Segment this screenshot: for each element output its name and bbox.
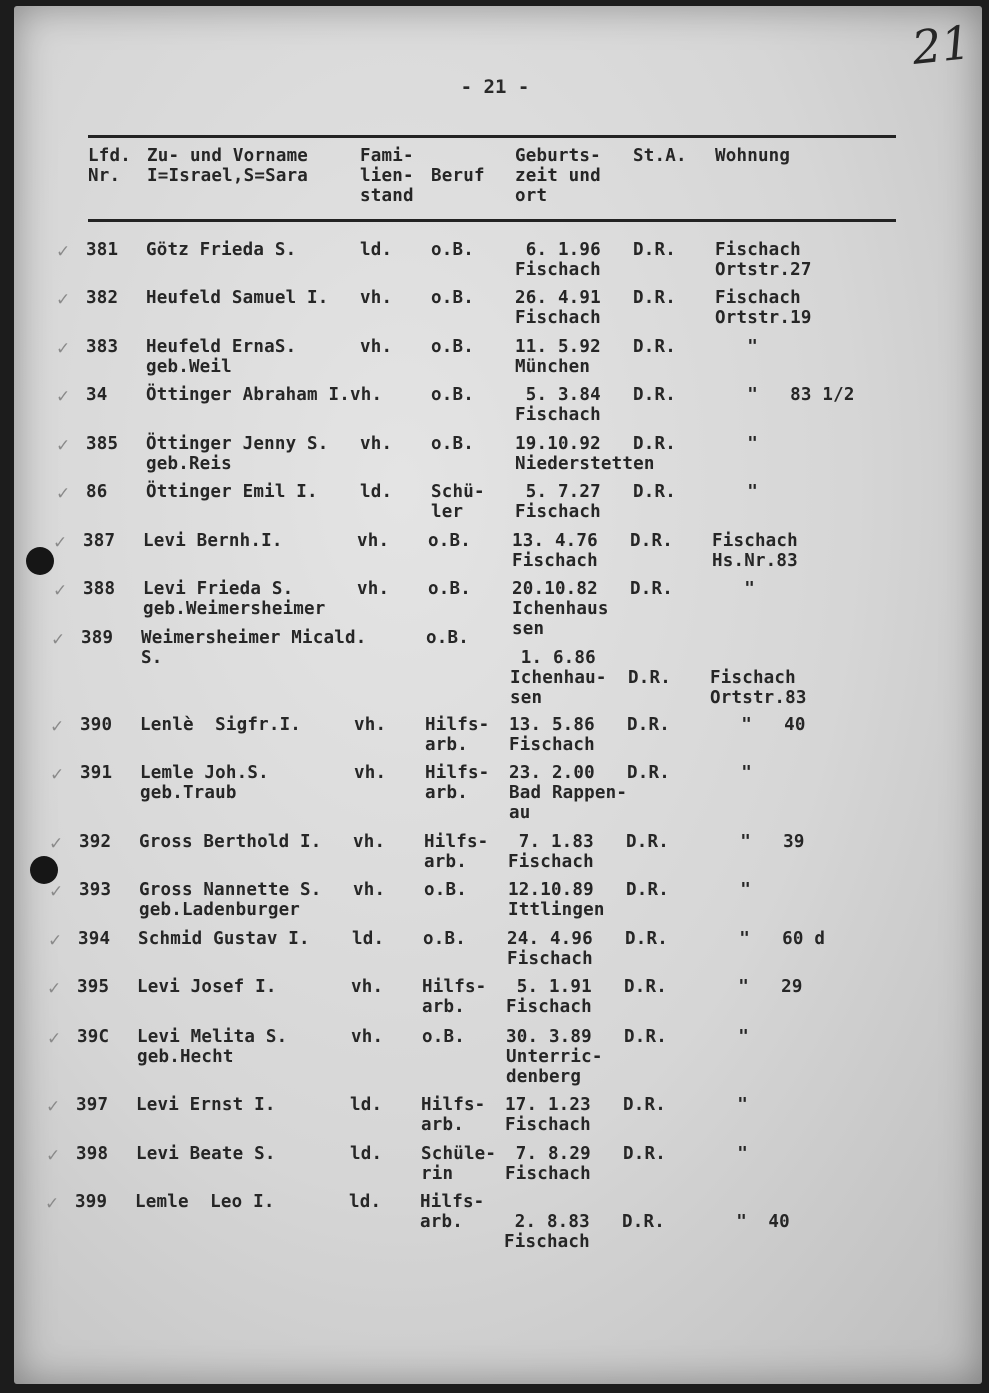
check-mark-icon: ✓ — [46, 1146, 61, 1166]
row-beruf: Hilfs- arb. — [424, 832, 489, 872]
row-sta: D.R. — [633, 288, 676, 308]
row-geb: 30. 3.89 Unterric- denberg — [506, 1027, 603, 1087]
row-wohnung: Fischach Ortstr.19 — [715, 288, 812, 328]
row-name: Levi Frieda S. geb.Weimersheimer — [143, 579, 326, 619]
punch-hole-bottom — [30, 856, 58, 884]
row-beruf: Hilfs- arb. — [422, 977, 487, 1017]
row-beruf: Schü- ler — [431, 482, 485, 522]
check-mark-icon: ✓ — [45, 1194, 60, 1214]
row-geb: 2. 8.83 Fischach — [504, 1212, 590, 1252]
row-wohnung: " — [709, 763, 752, 783]
row-sta: D.R. — [627, 715, 670, 735]
header-name: Zu- und Vorname I=Israel,S=Sara — [147, 146, 309, 186]
check-mark-icon: ✓ — [51, 630, 66, 650]
row-geb: 26. 4.91 Fischach — [515, 288, 601, 328]
row-nr: 388 — [83, 579, 116, 599]
row-name: Weimersheimer Micald. S. — [141, 628, 367, 668]
row-wohnung: " — [715, 482, 758, 502]
check-mark-icon: ✓ — [47, 979, 62, 999]
row-name: Levi Ernst I. — [136, 1095, 276, 1115]
row-fam: vh. — [351, 977, 384, 997]
punch-hole-top — [26, 547, 54, 575]
header-geburt: Geburts- zeit und ort — [515, 146, 601, 206]
row-nr: 34 — [86, 385, 108, 405]
header-beruf: Beruf — [431, 166, 485, 186]
row-name: Öttinger Emil I. — [146, 482, 318, 502]
check-mark-icon: ✓ — [56, 339, 71, 359]
check-mark-icon: ✓ — [56, 290, 71, 310]
row-geb: 5. 1.91 Fischach — [506, 977, 592, 1017]
row-wohnung: " — [708, 880, 751, 900]
row-geb: 20.10.82 Ichenhaus sen — [512, 579, 609, 639]
handwritten-page-number: 21 — [909, 15, 974, 75]
row-geb: 5. 3.84 Fischach — [515, 385, 601, 425]
row-name: Lemle Leo I. — [135, 1192, 275, 1212]
row-sta: D.R. — [625, 929, 668, 949]
row-sta: D.R. — [633, 240, 676, 260]
row-sta: D.R. — [624, 977, 667, 997]
row-beruf: o.B. — [426, 628, 469, 648]
row-beruf: Hilfs- arb. — [425, 763, 490, 803]
row-name: Schmid Gustav I. — [138, 929, 310, 949]
row-name: Lemle Joh.S. geb.Traub — [140, 763, 269, 803]
row-nr: 383 — [86, 337, 119, 357]
row-sta: D.R. — [626, 832, 669, 852]
row-wohnung: Fischach Ortstr.83 — [710, 668, 807, 708]
row-nr: 382 — [86, 288, 119, 308]
row-nr: 86 — [86, 482, 108, 502]
check-mark-icon: ✓ — [50, 717, 65, 737]
row-geb: 6. 1.96 Fischach — [515, 240, 601, 280]
row-geb: 7. 8.29 Fischach — [505, 1144, 591, 1184]
row-name: Heufeld Samuel I. — [146, 288, 329, 308]
row-sta: D.R. — [622, 1212, 665, 1232]
row-nr: 397 — [76, 1095, 109, 1115]
row-wohnung: " — [712, 579, 755, 599]
row-nr: 381 — [86, 240, 119, 260]
row-beruf: Hilfs- arb. — [420, 1192, 485, 1232]
check-mark-icon: ✓ — [47, 1029, 62, 1049]
row-wohnung: " — [715, 434, 758, 454]
row-nr: 385 — [86, 434, 119, 454]
row-sta: D.R. — [633, 434, 676, 454]
row-geb: 12.10.89 Ittlingen — [508, 880, 605, 920]
check-mark-icon: ✓ — [53, 581, 68, 601]
row-nr: 389 — [81, 628, 114, 648]
row-nr: 398 — [76, 1144, 109, 1164]
check-mark-icon: ✓ — [50, 765, 65, 785]
row-fam: vh. — [353, 832, 386, 852]
row-geb: 13. 5.86 Fischach — [509, 715, 595, 755]
row-sta: D.R. — [633, 385, 676, 405]
row-name: Gross Berthold I. — [139, 832, 322, 852]
row-beruf: o.B. — [423, 929, 466, 949]
row-nr: 394 — [78, 929, 111, 949]
row-beruf: o.B. — [422, 1027, 465, 1047]
row-fam: ld. — [360, 240, 393, 260]
row-sta: D.R. — [626, 880, 669, 900]
row-nr: 39C — [77, 1027, 110, 1047]
row-beruf: o.B. — [428, 531, 471, 551]
row-fam: vh. — [354, 763, 387, 783]
check-mark-icon: ✓ — [49, 834, 64, 854]
row-geb: 23. 2.00 Bad Rappen- au — [509, 763, 628, 823]
row-fam: ld. — [349, 1192, 382, 1212]
row-fam: ld. — [350, 1144, 383, 1164]
header-bottom-rule — [88, 219, 896, 222]
row-fam: vh. — [357, 531, 390, 551]
row-nr: 393 — [79, 880, 112, 900]
row-name: Götz Frieda S. — [146, 240, 297, 260]
row-wohnung: " — [706, 1027, 749, 1047]
row-nr: 395 — [77, 977, 110, 997]
row-nr: 399 — [75, 1192, 108, 1212]
header-staatsangehoerigkeit: St.A. — [633, 146, 687, 166]
row-name: Heufeld ErnaS. geb.Weil — [146, 337, 297, 377]
row-sta: D.R. — [633, 337, 676, 357]
row-wohnung: " — [705, 1144, 748, 1164]
row-nr: 392 — [79, 832, 112, 852]
row-name: Gross Nannette S. geb.Ladenburger — [139, 880, 322, 920]
document-page — [14, 6, 982, 1384]
check-mark-icon: ✓ — [49, 882, 64, 902]
row-geb: 13. 4.76 Fischach — [512, 531, 598, 571]
row-sta: D.R. — [627, 763, 670, 783]
row-geb: 1. 6.86 Ichenhau- sen — [510, 648, 607, 708]
row-wohnung: " 40 — [709, 715, 806, 735]
row-name: Levi Josef I. — [137, 977, 277, 997]
header-wohnung: Wohnung — [715, 146, 791, 166]
row-sta: D.R. — [623, 1095, 666, 1115]
row-wohnung: Fischach Ortstr.27 — [715, 240, 812, 280]
row-geb: 11. 5.92 München — [515, 337, 601, 377]
row-nr: 391 — [80, 763, 113, 783]
row-fam: ld. — [360, 482, 393, 502]
row-fam: vh. — [357, 579, 390, 599]
row-sta: D.R. — [630, 579, 673, 599]
row-wohnung: " 29 — [706, 977, 803, 997]
row-sta: D.R. — [630, 531, 673, 551]
row-name: Levi Beate S. — [136, 1144, 276, 1164]
check-mark-icon: ✓ — [56, 387, 71, 407]
row-beruf: Hilfs- arb. — [421, 1095, 486, 1135]
row-sta: D.R. — [623, 1144, 666, 1164]
row-name: Lenlè Sigfr.I. — [140, 715, 302, 735]
row-geb: 19.10.92 Niederstetten — [515, 434, 655, 474]
row-beruf: o.B. — [431, 288, 474, 308]
row-name: Öttinger Jenny S. geb.Reis — [146, 434, 329, 474]
header-nr: Lfd. Nr. — [88, 146, 131, 186]
row-beruf: Hilfs- arb. — [425, 715, 490, 755]
row-sta: D.R. — [633, 482, 676, 502]
row-fam: vh. — [351, 1027, 384, 1047]
header-top-rule — [88, 135, 896, 138]
row-beruf: o.B. — [431, 337, 474, 357]
row-beruf: o.B. — [428, 579, 471, 599]
row-beruf: o.B. — [431, 385, 474, 405]
row-beruf: o.B. — [424, 880, 467, 900]
row-geb: 17. 1.23 Fischach — [505, 1095, 591, 1135]
row-geb: 7. 1.83 Fischach — [508, 832, 594, 872]
row-fam: vh. — [360, 288, 393, 308]
row-fam: vh. — [354, 715, 387, 735]
row-fam: ld. — [350, 1095, 383, 1115]
row-sta: D.R. — [628, 668, 671, 688]
row-geb: 24. 4.96 Fischach — [507, 929, 593, 969]
row-wohnung: " — [715, 337, 758, 357]
row-wohnung: Fischach Hs.Nr.83 — [712, 531, 798, 571]
check-mark-icon: ✓ — [56, 484, 71, 504]
row-beruf: o.B. — [431, 434, 474, 454]
row-geb: 5. 7.27 Fischach — [515, 482, 601, 522]
check-mark-icon: ✓ — [53, 533, 68, 553]
check-mark-icon: ✓ — [56, 242, 71, 262]
row-wohnung: " 39 — [708, 832, 805, 852]
row-wohnung: " — [705, 1095, 748, 1115]
row-name: Öttinger Abraham I.vh. — [146, 385, 383, 405]
header-familienstand: Fami- lien- stand — [360, 146, 414, 206]
check-mark-icon: ✓ — [46, 1097, 61, 1117]
row-fam: ld. — [352, 929, 385, 949]
row-wohnung: " 60 d — [707, 929, 826, 949]
row-beruf: Schüle- rin — [421, 1144, 497, 1184]
typed-page-number: - 21 - — [460, 76, 530, 98]
row-wohnung: " 40 — [736, 1212, 790, 1232]
row-beruf: o.B. — [431, 240, 474, 260]
row-fam: vh. — [353, 880, 386, 900]
check-mark-icon: ✓ — [56, 436, 71, 456]
row-fam: vh. — [360, 434, 393, 454]
row-sta: D.R. — [624, 1027, 667, 1047]
row-nr: 390 — [80, 715, 113, 735]
row-name: Levi Bernh.I. — [143, 531, 283, 551]
row-wohnung: " 83 1/2 — [715, 385, 855, 405]
check-mark-icon: ✓ — [48, 931, 63, 951]
row-name: Levi Melita S. geb.Hecht — [137, 1027, 288, 1067]
row-fam: vh. — [360, 337, 393, 357]
row-nr: 387 — [83, 531, 116, 551]
